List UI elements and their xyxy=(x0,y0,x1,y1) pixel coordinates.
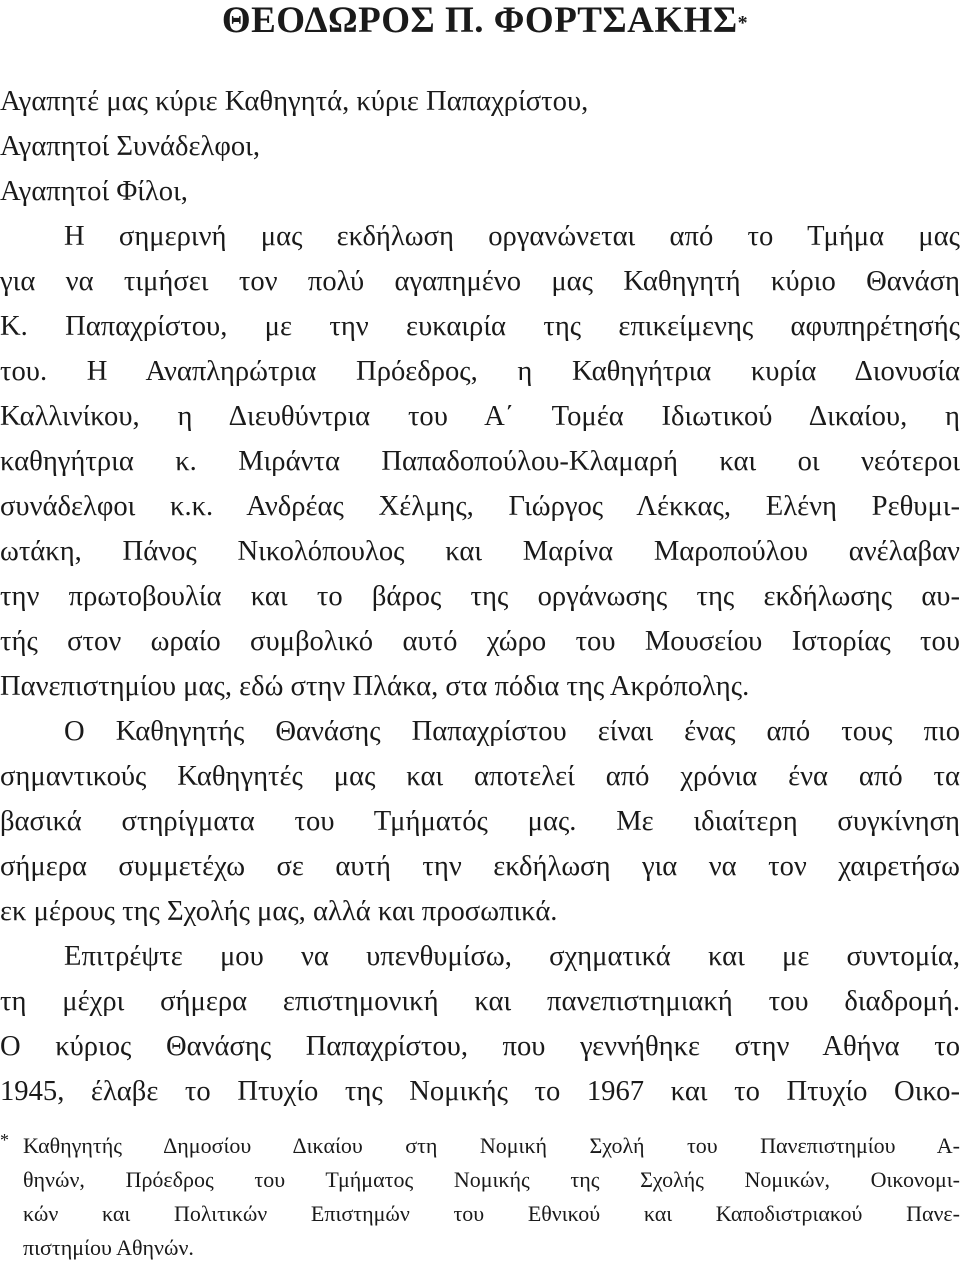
page-title xyxy=(0,0,960,42)
paragraph-line: τής στον ωραίο συμβολικό αυτό χώρο του Μουσείου Ιστορίας του xyxy=(0,626,960,657)
salutation-line: Αγαπητέ μας κύριε Καθηγητά, κύριε Παπαχρίστου, xyxy=(0,86,589,117)
paragraph-line: βασικά στηρίγματα του Τμήματός μας. Με ιδιαίτερη συγκίνηση xyxy=(0,806,960,837)
body-text xyxy=(0,79,960,1114)
paragraph-line: Ο Καθηγητής Θανάσης Παπαχρίστου είναι ένας από τους πιο xyxy=(64,716,960,747)
footnote-line: κών και Πολιτικών Επιστημών του Εθνικού και Καποδιστριακού Πανε- xyxy=(23,1201,960,1226)
paragraph-line: σημαντικούς Καθηγητές μας και αποτελεί από χρόνια ένα από τα xyxy=(0,761,960,792)
paragraph-line: Επιτρέψτε μου να υπενθυμίσω, σχηματικά και με συντομία, xyxy=(64,941,960,972)
paragraph-line: καθηγήτρια κ. Μιράντα Παπαδοπούλου-Κλαμαρή και οι νεότεροι xyxy=(0,446,960,477)
paragraph-line: για να τιμήσει τον πολύ αγαπημένο μας Καθηγητή κύριο Θανάση xyxy=(0,266,960,297)
paragraph-line: του. Η Αναπληρώτρια Πρόεδρος, η Καθηγήτρια κυρία Διονυσία xyxy=(0,356,960,387)
paragraph-line: Ο κύριος Θανάσης Παπαχρίστου, που γεννήθηκε στην Αθήνα το xyxy=(0,1031,960,1062)
paragraph-line: σήμερα συμμετέχω σε αυτή την εκδήλωση για να τον χαιρετήσω xyxy=(0,851,960,882)
paragraph-line: ωτάκη, Πάνος Νικολόπουλος και Μαρίνα Μαροπούλου ανέλαβαν xyxy=(0,536,960,567)
footnote-line-text: Καθηγητής Δημοσίου Δικαίου στη Νομική Σχολή του Πανεπιστημίου Α- xyxy=(23,1133,960,1158)
paragraph-line: την πρωτοβουλία και το βάρος της οργάνωσης της εκδήλωσης αυ- xyxy=(0,581,960,612)
paragraph-line: Καλλινίκου, η Διευθύντρια του Α΄ Τομέα Ιδιωτικού Δικαίου, η xyxy=(0,401,960,432)
paragraph-line: Κ. Παπαχρίστου, με την ευκαιρία της επικείμενης αφυπηρέτησής xyxy=(0,311,960,342)
author-name: ΘΕΟΔΩΡΟΣ Π. ΦΟΡΤΣΑΚΗΣ xyxy=(221,0,738,41)
paragraph-line: 1945, έλαβε το Πτυχίο της Νομικής το 1967 και το Πτυχίο Οικο- xyxy=(0,1076,960,1107)
footnote-line xyxy=(0,1129,960,1163)
paragraph-line: συνάδελφοι κ.κ. Ανδρέας Χέλμης, Γιώργος Λέκκας, Ελένη Ρεθυμι- xyxy=(0,491,960,522)
paragraph-line: τη μέχρι σήμερα επιστημονική και πανεπιστημιακή του διαδρομή. xyxy=(0,986,960,1017)
salutation-line: Αγαπητοί Συνάδελφοι, xyxy=(0,131,261,162)
footnote xyxy=(0,1129,960,1265)
paragraph-line: Πανεπιστημίου μας, εδώ στην Πλάκα, στα πόδια της Ακρόπολης. xyxy=(0,671,750,702)
paragraph-line: εκ μέρους της Σχολής μας, αλλά και προσωπικά. xyxy=(0,896,558,927)
footnote-line: πιστημίου Αθηνών. xyxy=(23,1235,194,1260)
title-footnote-mark: * xyxy=(737,12,749,34)
footnote-mark: * xyxy=(0,1130,9,1150)
salutation-line: Αγαπητοί Φίλοι, xyxy=(0,176,188,207)
paragraph-line: Η σημερινή μας εκδήλωση οργανώνεται από το Τμήμα μας xyxy=(64,221,960,252)
footnote-line: θηνών, Πρόεδρος του Τμήματος Νομικής της Σχολής Νομικών, Οικονομι- xyxy=(23,1167,960,1192)
